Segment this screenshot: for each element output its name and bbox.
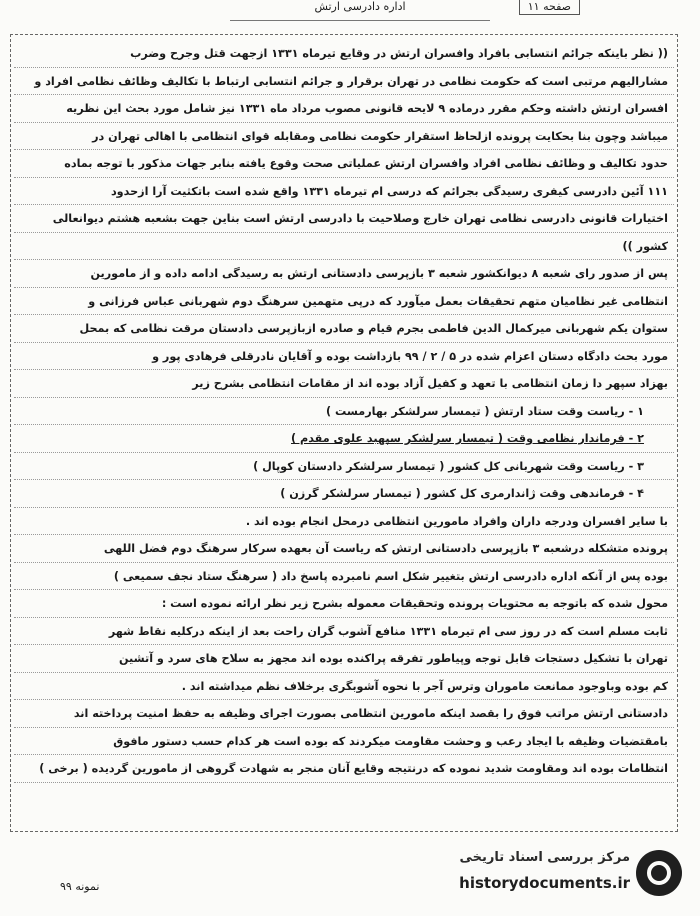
- document-line-text: میباشد وچون بنا بحکایت پرونده ازلحاظ استقرار حکومت نظامی ومقابله قوای انتظامی با اهالی تهران در: [92, 129, 668, 143]
- document-line: [14, 178, 674, 206]
- document-body: [14, 40, 674, 783]
- document-line-text: ۱۱۱ آئین دادرسی کیفری رسیدگی بجرائم که درسی ام تیرماه ۱۳۳۱ واقع شده است باتکثیت آرا ازحدود: [110, 184, 668, 198]
- archive-logo-icon: [636, 850, 682, 896]
- document-line-text: مشارالیهم مرتبی است که حکومت نظامی در تهران برقرار و جرائم انتسابی ارتباط با تکالیف وظائف نظامی افراد و: [34, 74, 668, 88]
- document-line: [14, 288, 674, 316]
- watermark: [442, 846, 682, 906]
- document-line: [14, 700, 674, 728]
- document-line-text: (( نظر باینکه جرائم انتسابی بافراد وافسران ارتش در وقایع تیرماه ۱۳۳۱ ازجهت قتل وجرح وضرب: [130, 47, 668, 60]
- watermark-url: historydocuments.ir: [459, 874, 630, 892]
- document-line: [14, 645, 674, 673]
- document-header: اداره دادرسی ارتش: [230, 0, 490, 21]
- document-line-text: انتظامی غیر نظامیان متهم تحقیقات بعمل میآورد که درپی متهمین سرهنگ دوم شهربانی عباس فرزانی و: [88, 294, 668, 308]
- document-line-text: ثابت مسلم است که در روز سی ام تیرماه ۱۳۳۱ منافع آشوب گران راحت بعد از اینکه درکلیه نقاط شهر: [108, 624, 668, 638]
- document-line: [14, 590, 674, 618]
- document-line: [14, 150, 674, 178]
- document-line: [14, 480, 674, 508]
- document-line-text: با سایر افسران ودرجه داران وافراد مامورین انتظامی درمحل انجام بوده اند .: [245, 514, 668, 528]
- document-line-text: تهران با تشکیل دستجات قابل توجه وپیاطور تفرقه پراکنده بوده اند مجهز به سلاح های سرد و آتشین: [118, 652, 668, 665]
- document-line: [14, 205, 674, 233]
- document-line: [14, 233, 674, 261]
- document-line: [14, 728, 674, 756]
- document-line: [14, 95, 674, 123]
- document-line: [14, 370, 674, 398]
- document-line-text: ۳ - ریاست وقت شهربانی کل کشور ( تیمسار سرلشکر دادستان کوپال ): [253, 459, 644, 473]
- page-number-tag: صفحه ۱۱: [519, 0, 580, 15]
- document-line-text: پس از صدور رای شعبه ۸ دیوانکشور شعبه ۳ بازپرسی دادستانی ارتش به رسیدگی ادامه داده و از مامورین: [90, 267, 668, 280]
- document-line-text: کم بوده وباوجود ممانعت ماموران وترس آجر با نحوه آشوبگری برخلاف نظم میداشته اند .: [181, 679, 668, 693]
- document-line: [14, 398, 674, 426]
- document-line-text: ۲ - فرماندار نظامی وقت ( تیمسار سرلشکر سپهبد علوی مقدم ): [291, 432, 644, 445]
- document-line-text: انتظامات بوده اند ومقاومت شدید نموده که درنتیجه وقایع آنان منجر به شهادت گروهی از مامورین گردیده ( برخی ): [39, 762, 668, 775]
- footer-code: نمونه ۹۹: [60, 880, 100, 893]
- document-line-text: مورد بحث دادگاه دستان اعزام شده در ۵ / ۲ / ۹۹ بازداشت بوده و آقایان نادرقلی فرهادی پور و: [152, 349, 668, 363]
- document-line: [14, 453, 674, 481]
- document-line-text: بامقتضیات وظیفه با ایجاد رعب و وحشت مقاومت میکردند که بوده است هر کدام حسب دستور مافوق: [113, 734, 668, 748]
- document-line-text: کشور )): [622, 239, 668, 253]
- watermark-title: مرکز بررسی اسناد تاریخی: [459, 850, 630, 865]
- document-line-text: حدود تکالیف و وظائف نظامی افراد وافسران ارتش عملیاتی صحت وقوع یافته بنابر جهات مذکور با توجه بماده: [64, 157, 668, 170]
- document-line: [14, 535, 674, 563]
- document-line-text: محول شده که باتوجه به محتویات پرونده وتحقیقات معموله بشرح زیر نظر ارائه نموده است :: [161, 597, 668, 610]
- document-line: [14, 123, 674, 151]
- document-line: [14, 563, 674, 591]
- document-line: [14, 618, 674, 646]
- document-line-text: بهزاد سپهر دا زمان انتظامی با تعهد و کفیل آزاد بوده اند از مقامات انتظامی بشرح زیر: [192, 377, 668, 390]
- document-line-text: ستوان یکم شهربانی میرکمال الدین فاطمی بجرم قیام و صادره ازبازپرسی دادستان مرقت نظامی که بمحل: [79, 322, 668, 335]
- document-line: [14, 508, 674, 536]
- document-line: [14, 260, 674, 288]
- document-line-text: افسران ارتش داشته وحکم مقرر درماده ۹ لایحه قانونی مصوب مرداد ماه ۱۳۳۱ نیز شامل مورد بحث این نظریه: [66, 102, 668, 115]
- document-line: [14, 425, 674, 453]
- document-line-text: ۱ - ریاست وقت ستاد ارتش ( تیمسار سرلشکر بهارمست ): [326, 404, 644, 418]
- document-line-text: اختیارات قانونی دادرسی نظامی تهران خارج وصلاحیت با دادرسی ارتش است بناین جهت بشعبه هشتم دیوانعالی: [52, 212, 668, 225]
- document-line: [14, 755, 674, 783]
- document-line: [14, 40, 674, 68]
- document-line: [14, 315, 674, 343]
- document-line-text: پرونده متشکله درشعبه ۳ بازپرسی دادستانی ارتش که ریاست آن بعهده سرکار سرهنگ دوم فضل اللهی: [103, 542, 668, 555]
- document-line: [14, 673, 674, 701]
- document-line: [14, 68, 674, 96]
- document-line-text: بوده پس از آنکه اداره دادرسی ارتش بتغییر شکل اسم نامبرده پاسخ داد ( سرهنگ ستاد نجف سمیعی ): [113, 569, 668, 583]
- document-line: [14, 343, 674, 371]
- document-line-text: ۴ - فرماندهی وقت ژاندارمری کل کشور ( تیمسار سرلشکر گرزن ): [280, 487, 644, 500]
- document-line-text: دادستانی ارتش مراتب فوق را بقصد اینکه مامورین انتظامی بصورت اجرای وظیفه به حفظ امنیت پرداخته اند: [73, 707, 668, 720]
